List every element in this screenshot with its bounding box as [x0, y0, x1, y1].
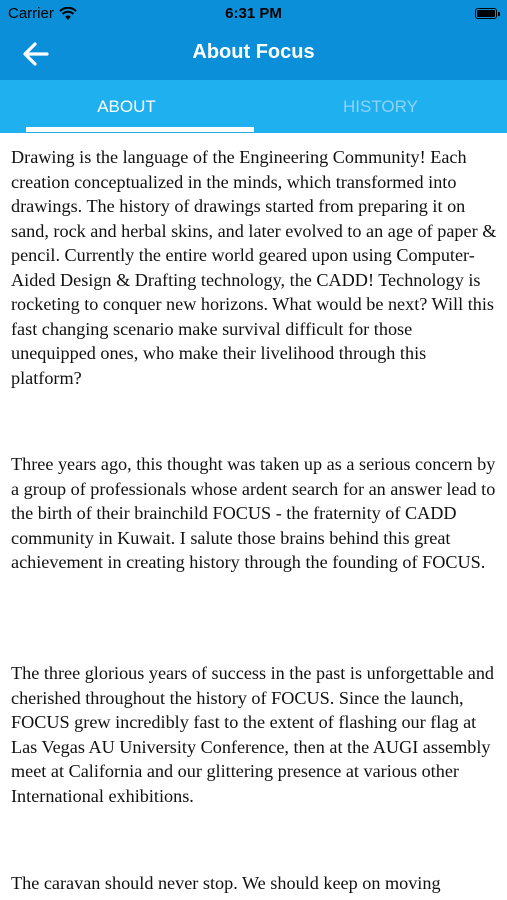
navigation-bar [0, 28, 507, 80]
page-title: About Focus [192, 41, 315, 63]
paragraph: The caravan should never stop. We should keep on moving [11, 873, 441, 893]
battery-icon [475, 8, 497, 19]
paragraph: Drawing is the language of the Engineering Community! Each creation conceptualized in the minds, which transformed into drawings. The history of drawings started from preparing it on sand, rock and herbal skins, and later evolved to an age of paper & pencil. Currently the entire world geared upon using Computer-Aided Design & Drafting technology, the CADD! Technology is rocketing to conquer new horizons. What would be next? Will this fast changing scenario make survival difficult for those unequipped ones, who make their livelihood through this platform? [11, 147, 497, 388]
status-bar [0, 0, 507, 28]
status-time: 6:31 PM [225, 5, 282, 22]
tab-history[interactable]: HISTORY [343, 97, 418, 116]
tab-bar [0, 80, 507, 133]
active-tab-indicator [26, 127, 254, 132]
tab-about[interactable]: ABOUT [97, 97, 156, 116]
paragraph: Three years ago, this thought was taken up as a serious concern by a group of professionals whose ardent search for an answer lead to the birth of their brainchild FOCUS - the fraternity of CADD community in Kuwait. I salute those brains behind this great achievement in creating history through the founding of FOCUS. [11, 454, 496, 572]
paragraph: The three glorious years of success in the past is unforgettable and cherished throughout the history of FOCUS. Since the launch, FOCUS grew incredibly fast to the extent of flashing our flag at Las Vegas AU University Conference, then at the AUGI assembly meet at California and our glittering presence at various other International exhibitions. [11, 663, 495, 806]
carrier-label: Carrier [8, 5, 54, 22]
